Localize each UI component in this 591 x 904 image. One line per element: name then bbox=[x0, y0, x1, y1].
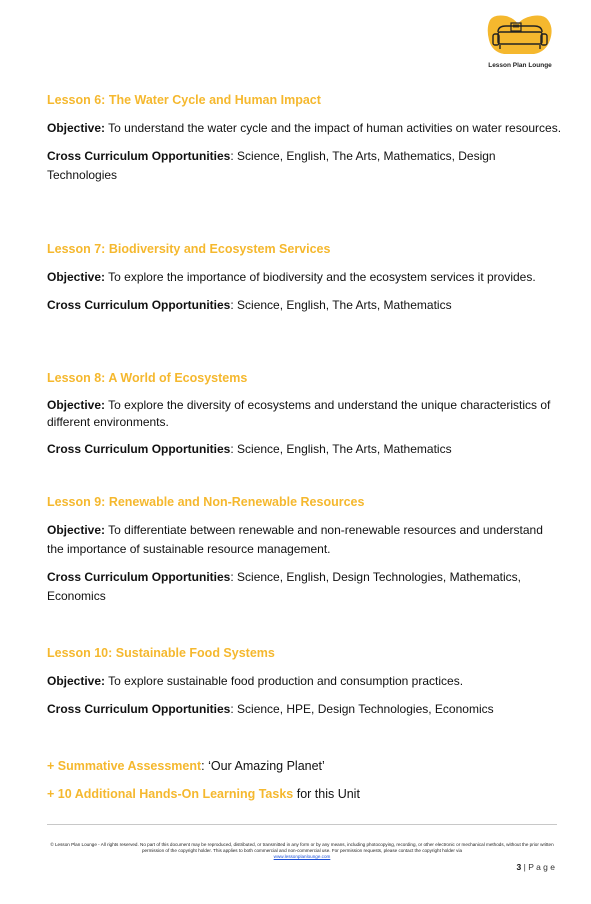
cross-curriculum-text: : Science, English, The Arts, Mathematics bbox=[230, 298, 452, 312]
objective-label: Objective: bbox=[47, 674, 106, 688]
lesson-title: Lesson 10: Sustainable Food Systems bbox=[47, 646, 275, 660]
lesson-objective bbox=[47, 119, 562, 138]
cross-curriculum-label: Cross Curriculum Opportunities bbox=[47, 702, 231, 716]
objective-text: To explore the importance of biodiversity and the ecosystem services it provides. bbox=[105, 270, 536, 284]
objective-label: Objective: bbox=[47, 270, 106, 284]
lesson-cross-curriculum bbox=[47, 147, 562, 185]
page-number-value: 3 bbox=[516, 862, 522, 872]
lesson-title: Lesson 6: The Water Cycle and Human Impact bbox=[47, 93, 321, 107]
lesson-title: Lesson 7: Biodiversity and Ecosystem Services bbox=[47, 242, 331, 256]
summative-assessment-text: : ‘Our Amazing Planet’ bbox=[201, 759, 325, 773]
hands-on-tasks-label: 10 Additional Hands-On Learning Tasks bbox=[57, 787, 294, 801]
cross-curriculum-text: : Science, English, The Arts, Mathematics bbox=[230, 442, 452, 456]
objective-text: To understand the water cycle and the impact of human activities on water resources. bbox=[105, 121, 562, 135]
hands-on-tasks-text: for this Unit bbox=[293, 787, 360, 801]
lesson-cross-curriculum bbox=[47, 440, 562, 459]
website-link[interactable]: www.lessonplanlounge.com bbox=[273, 854, 331, 860]
cross-curriculum-text: : Science, HPE, Design Technologies, Economics bbox=[230, 702, 494, 716]
couch-logo-icon bbox=[484, 14, 556, 60]
logo-text: Lesson Plan Lounge bbox=[488, 62, 552, 69]
cross-curriculum-label: Cross Curriculum Opportunities bbox=[47, 570, 231, 584]
summative-assessment-line bbox=[47, 758, 562, 775]
lesson-6-section bbox=[47, 93, 562, 194]
objective-label: Objective: bbox=[47, 398, 106, 412]
plus-icon: + bbox=[47, 759, 58, 773]
plus-icon: + bbox=[47, 787, 58, 801]
lesson-objective bbox=[47, 397, 562, 431]
objective-text: To explore sustainable food production and consumption practices. bbox=[105, 674, 464, 688]
page-number bbox=[480, 862, 555, 872]
cross-curriculum-label: Cross Curriculum Opportunities bbox=[47, 149, 231, 163]
lesson-plan-lounge-logo bbox=[484, 14, 556, 74]
lesson-10-section bbox=[47, 646, 562, 728]
cross-curriculum-text: : Science, English, Design Technologies, Mathematics, Economics bbox=[47, 570, 521, 603]
objective-label: Objective: bbox=[47, 523, 106, 537]
lesson-objective bbox=[47, 672, 562, 691]
objective-label: Objective: bbox=[47, 121, 106, 135]
cross-curriculum-label: Cross Curriculum Opportunities bbox=[47, 442, 231, 456]
lesson-title: Lesson 8: A World of Ecosystems bbox=[47, 371, 248, 385]
lesson-8-section bbox=[47, 371, 562, 468]
cross-curriculum-text: : Science, English, The Arts, Mathematics, Design Technologies bbox=[47, 149, 496, 182]
lesson-cross-curriculum bbox=[47, 568, 562, 606]
page-word: P a g e bbox=[528, 862, 555, 872]
objective-text: To differentiate between renewable and non-renewable resources and understand the importance of sustainable resource management. bbox=[47, 523, 543, 556]
unit-extras bbox=[47, 758, 562, 814]
summative-assessment-label: Summative Assessment bbox=[57, 759, 202, 773]
hands-on-tasks-line bbox=[47, 786, 562, 803]
lesson-cross-curriculum bbox=[47, 296, 562, 315]
objective-text: To explore the diversity of ecosystems and understand the unique characteristics of different environments. bbox=[47, 398, 551, 429]
footer-copyright bbox=[47, 842, 557, 861]
lesson-cross-curriculum bbox=[47, 700, 562, 719]
footer-divider bbox=[47, 824, 557, 825]
lesson-objective bbox=[47, 268, 562, 287]
lesson-9-section bbox=[47, 495, 562, 615]
copyright-text: © Lesson Plan Lounge - All rights reserved. No part of this document may be reproduced, distributed, or transmitted in any form or by any means, including photocopying, recording, or other electronic or mechanical methods, without the prior written permission of the copyright holder. This applies to both commercial and non-commercial use. For permission requests, please contact the copyright holder via bbox=[50, 842, 554, 854]
lesson-7-section bbox=[47, 242, 562, 324]
page-separator: | bbox=[521, 862, 529, 872]
lesson-title: Lesson 9: Renewable and Non-Renewable Resources bbox=[47, 495, 365, 509]
lesson-objective bbox=[47, 521, 562, 559]
cross-curriculum-label: Cross Curriculum Opportunities bbox=[47, 298, 231, 312]
